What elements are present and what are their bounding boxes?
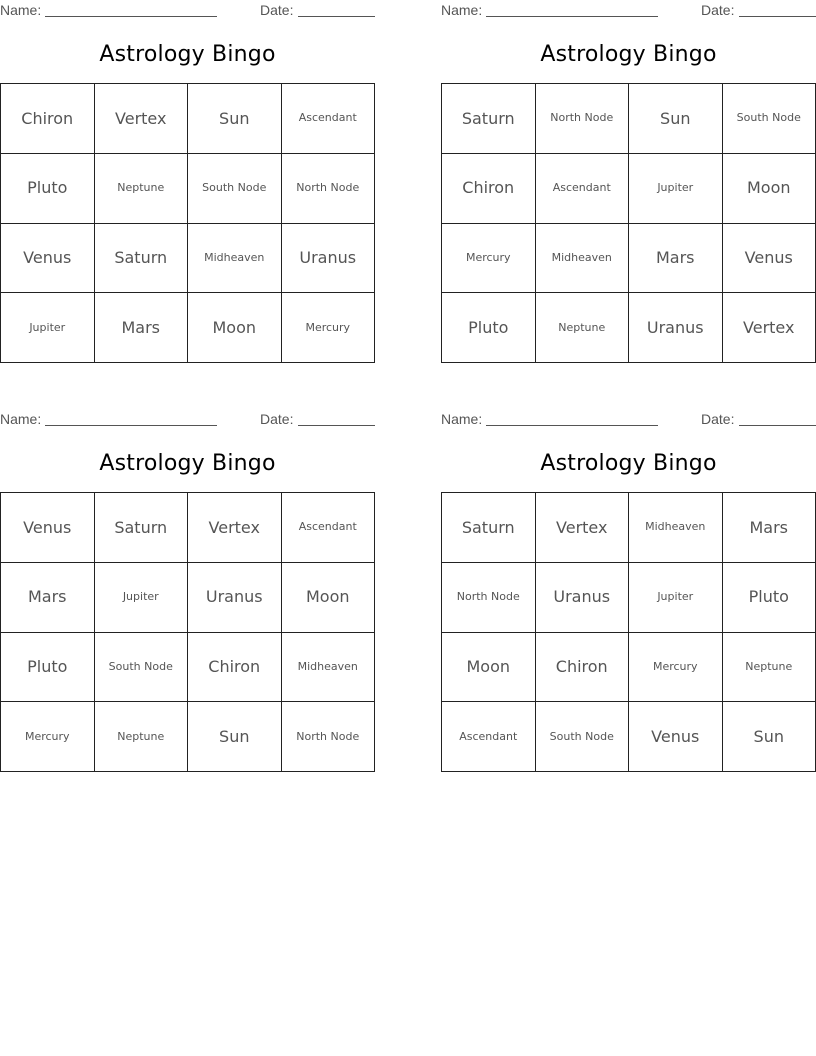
bingo-grid (0, 83, 375, 363)
bingo-cell: Saturn (95, 493, 189, 563)
bingo-cell: Uranus (282, 224, 376, 294)
bingo-card (441, 409, 816, 772)
bingo-cell: Midheaven (188, 224, 282, 294)
bingo-cell: Uranus (188, 563, 282, 633)
bingo-cell: Saturn (442, 84, 536, 154)
bingo-cell: South Node (95, 633, 189, 703)
bingo-grid (441, 492, 816, 772)
date-blank (739, 2, 816, 17)
bingo-cell: Chiron (1, 84, 95, 154)
bingo-cell: North Node (442, 563, 536, 633)
name-date-line (0, 2, 375, 20)
bingo-cell: Moon (723, 154, 816, 224)
bingo-grid (0, 492, 375, 772)
bingo-cell: Mars (629, 224, 723, 294)
name-blank (486, 411, 658, 426)
bingo-cell: Mars (723, 493, 816, 563)
bingo-cell: Midheaven (536, 224, 630, 294)
bingo-cell: Saturn (442, 493, 536, 563)
bingo-cell: Midheaven (629, 493, 723, 563)
bingo-cell: Sun (188, 84, 282, 154)
date-blank (739, 411, 816, 426)
bingo-cell: Mars (1, 563, 95, 633)
bingo-cell: Midheaven (282, 633, 376, 703)
bingo-cell: North Node (282, 702, 376, 772)
bingo-cell: Vertex (188, 493, 282, 563)
name-label: Name: (0, 411, 42, 427)
bingo-cell: Saturn (95, 224, 189, 294)
bingo-cell: Jupiter (95, 563, 189, 633)
bingo-cell: Chiron (188, 633, 282, 703)
date-blank (298, 411, 375, 426)
bingo-cell: Moon (188, 293, 282, 363)
bingo-cell: Moon (442, 633, 536, 703)
bingo-cell: Venus (1, 493, 95, 563)
bingo-cell: Neptune (95, 702, 189, 772)
bingo-cell: Vertex (95, 84, 189, 154)
bingo-cell: Mercury (282, 293, 376, 363)
bingo-cell: Jupiter (1, 293, 95, 363)
bingo-cell: Mercury (1, 702, 95, 772)
date-label: Date: (701, 2, 735, 18)
date-blank (298, 2, 375, 17)
bingo-cell: Pluto (1, 154, 95, 224)
name-blank (45, 411, 217, 426)
bingo-cell: Jupiter (629, 154, 723, 224)
bingo-cell: South Node (536, 702, 630, 772)
bingo-cell: Jupiter (629, 563, 723, 633)
name-label: Name: (441, 2, 483, 18)
card-title: Astrology Bingo (99, 42, 276, 67)
bingo-cell: Pluto (442, 293, 536, 363)
bingo-cell: Ascendant (442, 702, 536, 772)
bingo-cell: Mercury (442, 224, 536, 294)
bingo-cell: Venus (629, 702, 723, 772)
name-label: Name: (441, 411, 483, 427)
bingo-cell: Ascendant (282, 493, 376, 563)
bingo-cell: Vertex (536, 493, 630, 563)
date-label: Date: (260, 411, 294, 427)
date-label: Date: (260, 2, 294, 18)
name-date-line (0, 411, 375, 429)
bingo-cell: Ascendant (536, 154, 630, 224)
bingo-cell: Moon (282, 563, 376, 633)
card-title: Astrology Bingo (540, 451, 717, 476)
bingo-cell: Neptune (723, 633, 816, 703)
bingo-card (441, 0, 816, 363)
bingo-cell: Sun (723, 702, 816, 772)
date-label: Date: (701, 411, 735, 427)
bingo-cell: Pluto (723, 563, 816, 633)
bingo-card (0, 0, 375, 363)
name-date-line (441, 411, 816, 429)
name-label: Name: (0, 2, 42, 18)
bingo-cell: Neptune (536, 293, 630, 363)
bingo-cell: North Node (536, 84, 630, 154)
name-blank (45, 2, 217, 17)
bingo-cell: Vertex (723, 293, 816, 363)
bingo-cell: Sun (629, 84, 723, 154)
card-title: Astrology Bingo (540, 42, 717, 67)
card-title: Astrology Bingo (99, 451, 276, 476)
bingo-cell: Uranus (536, 563, 630, 633)
bingo-cell: Pluto (1, 633, 95, 703)
bingo-card (0, 409, 375, 772)
bingo-cell: Chiron (536, 633, 630, 703)
bingo-cell: Venus (1, 224, 95, 294)
bingo-cell: Neptune (95, 154, 189, 224)
bingo-cell: Chiron (442, 154, 536, 224)
bingo-cell: Mars (95, 293, 189, 363)
name-blank (486, 2, 658, 17)
name-date-line (441, 2, 816, 20)
bingo-cell: Ascendant (282, 84, 376, 154)
bingo-cell: Sun (188, 702, 282, 772)
bingo-cell: South Node (723, 84, 816, 154)
bingo-cell: South Node (188, 154, 282, 224)
bingo-cell: Venus (723, 224, 816, 294)
bingo-cell: Mercury (629, 633, 723, 703)
bingo-cell: North Node (282, 154, 376, 224)
bingo-grid (441, 83, 816, 363)
bingo-cell: Uranus (629, 293, 723, 363)
